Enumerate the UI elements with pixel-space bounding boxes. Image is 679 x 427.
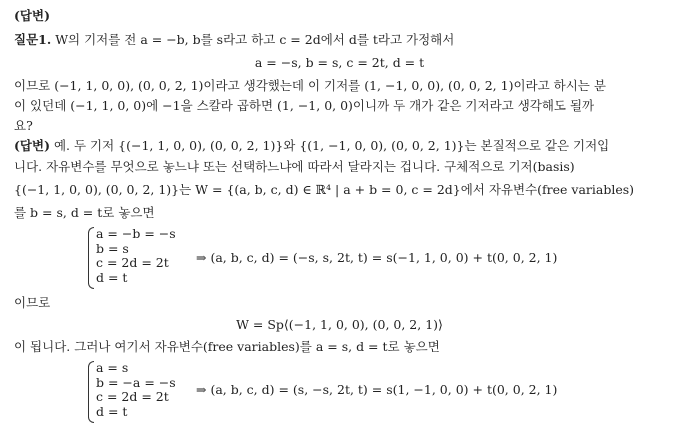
system-1-row: b = s [96,240,129,256]
answer-line-5: 이 됩니다. 그러나 여기서 자유변수(free variables)를 a = s, d = t로 놓으면 [14,339,440,354]
system-1-row: d = t [96,269,128,285]
equation-system-2 [88,360,176,421]
question-line-2: 이 있던데 (−1, 1, 0, 0)에 −1을 스칼라 곱하면 (1, −1, 0, 0)이니까 두 개가 같은 기저라고 생각해도 될까 [14,98,595,113]
question-line-1: 이므로 (−1, 1, 0, 0), (0, 0, 2, 1)이라고 생각했는데 이 기저를 (1, −1, 0, 0), (0, 0, 2, 1)이라고 하시는 분 [14,78,606,93]
answer-line-1 [14,138,609,154]
question-equation: a = −s, b = s, c = 2t, d = t [254,55,425,70]
answer-line-2: 니다. 자유변수를 무엇으로 놓느냐 또는 선택하느냐에 따라서 달라지는 겁니다. 구체적으로 기저(basis) [14,159,575,174]
answer-text-1: 예. 두 기저 {(−1, 1, 0, 0), (0, 0, 2, 1)}와 {(1, −1, 0, 0), (0, 0, 2, 1)}는 본질적으로 같은 기저입 [53,138,610,153]
question-line-3: 요? [14,118,33,133]
system-1-row: a = −b = −s [96,226,176,241]
heading: (답변) [14,8,50,23]
system-2-row: a = s [96,360,129,375]
answer-so: 이므로 [14,295,51,310]
question-intro: W의 기저를 전 a = −b, b를 s라고 하고 c = 2d에서 d를 t라고 가정해서 [55,32,455,47]
equation-system-1 [88,226,176,287]
left-brace [88,361,94,423]
system-2-result: ⇒ (a, b, c, d) = (s, −s, 2t, t) = s(1, −1, 0, 0) + t(0, 0, 2, 1) [196,382,558,397]
left-brace [88,227,94,289]
answer-line-3: {(−1, 1, 0, 0), (0, 0, 2, 1)}는 W = {(a, b, c, d) ∈ ℝ⁴ | a + b = 0, c = 2d}에서 자유변수(free variables) [14,182,635,197]
system-2-row: b = −a = −s [96,374,176,390]
question-intro-line [14,32,454,48]
answer-label: (답변) [14,138,50,153]
question-label: 질문1. [14,32,52,47]
system-1-result: ⇒ (a, b, c, d) = (−s, s, 2t, t) = s(−1, 1, 0, 0) + t(0, 0, 2, 1) [196,250,558,265]
system-1-row: c = 2d = 2t [96,255,169,270]
system-2-row: c = 2d = 2t [96,389,169,404]
span-equation: W = Sp⟨(−1, 1, 0, 0), (0, 0, 2, 1)⟩ [236,317,443,332]
system-2-row: d = t [96,403,128,419]
answer-line-4: 를 b = s, d = t로 놓으면 [14,205,155,220]
